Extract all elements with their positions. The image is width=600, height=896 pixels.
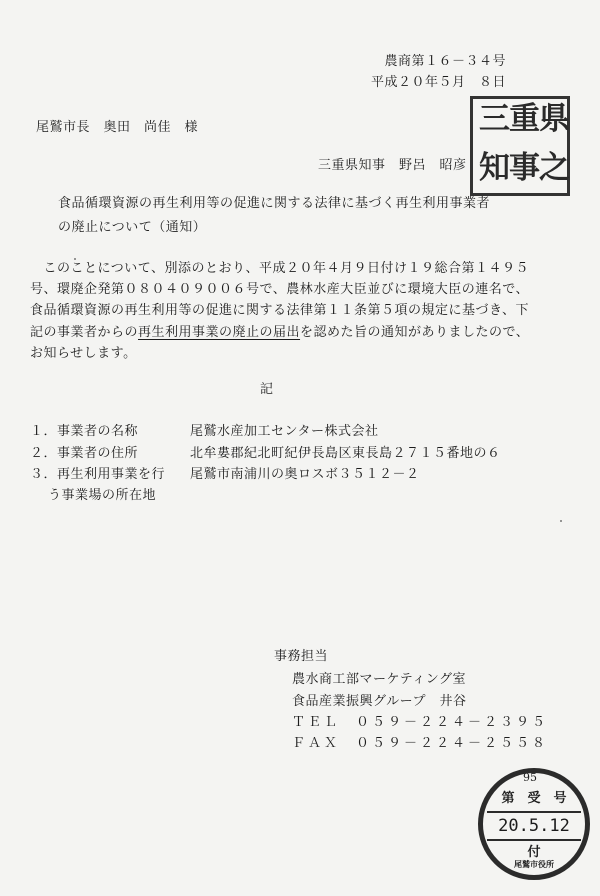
document-date: 平成２０年５月 ８日 xyxy=(370,75,506,90)
body-text-2: を認めた旨の通知がありましたので、お知らせします。 xyxy=(30,324,530,361)
stamp-footer-text: 尾鷲市役所 xyxy=(514,859,554,869)
item-value-1: 尾鷲水産加工センター株式会社 xyxy=(190,424,379,439)
stamp-date: 20.5.12 xyxy=(487,811,581,841)
scan-speck xyxy=(74,258,76,260)
scan-speck xyxy=(560,520,562,522)
official-seal-stamp: 三 知 重 事 県 之 xyxy=(470,96,570,196)
stamp-bottom-text: 付 xyxy=(527,845,541,860)
item-value-3: 尾鷲市南浦川の奥ロスボ３５１２－２ xyxy=(190,467,420,482)
item-label-2: ２．事業者の住所 xyxy=(30,446,139,461)
item-label-3-cont: う事業場の所在地 xyxy=(48,488,157,503)
contact-group: 食品産業振興グループ 井谷 xyxy=(292,694,467,709)
body-paragraph xyxy=(30,258,530,364)
contact-fax: ＦＡＸ ０５９－２２４－２５５８ xyxy=(292,736,549,751)
item-value-2: 北牟婁郡紀北町紀伊長島区東長島２７１５番地の６ xyxy=(190,446,501,461)
subject-line-2: の廃止について（通知） xyxy=(58,220,207,235)
sender: 三重県知事 野呂 昭彦 xyxy=(318,158,467,173)
addressee: 尾鷲市長 奥田 尚佳 様 xyxy=(36,120,199,135)
item-label-3: ３．再生利用事業を行 xyxy=(30,467,166,482)
item-label-1: １．事業者の名称 xyxy=(30,424,139,439)
contact-tel: ＴＥＬ ０５９－２２４－２３９５ xyxy=(292,715,549,730)
contact-department: 農水商工部マーケティング室 xyxy=(292,672,466,687)
subject-line-1: 食品循環資源の再生利用等の促進に関する法律に基づく再生利用事業者 xyxy=(58,196,491,211)
stamp-top-text: 第 受 号 xyxy=(501,791,567,806)
ki-heading: 記 xyxy=(260,382,274,397)
document-number: 農商第１６－３４号 xyxy=(384,54,506,69)
stamp-number: 95 xyxy=(523,771,537,784)
received-date-stamp xyxy=(478,768,590,880)
contact-heading: 事務担当 xyxy=(274,649,329,664)
body-underlined-text: 再生利用事業の廃止の届出 xyxy=(138,324,301,340)
body-text-1: このことについて、別添のとおり、平成２０年４月９日付け１９総合第１４９５号、環廃企発第０８０４０９００６号で、農林水産大臣並びに環境大臣の連名で、食品循環資源の再生利用等の促進に関する法律第１１条第５項の規定に基づき、下記の事業者からの xyxy=(30,261,529,340)
